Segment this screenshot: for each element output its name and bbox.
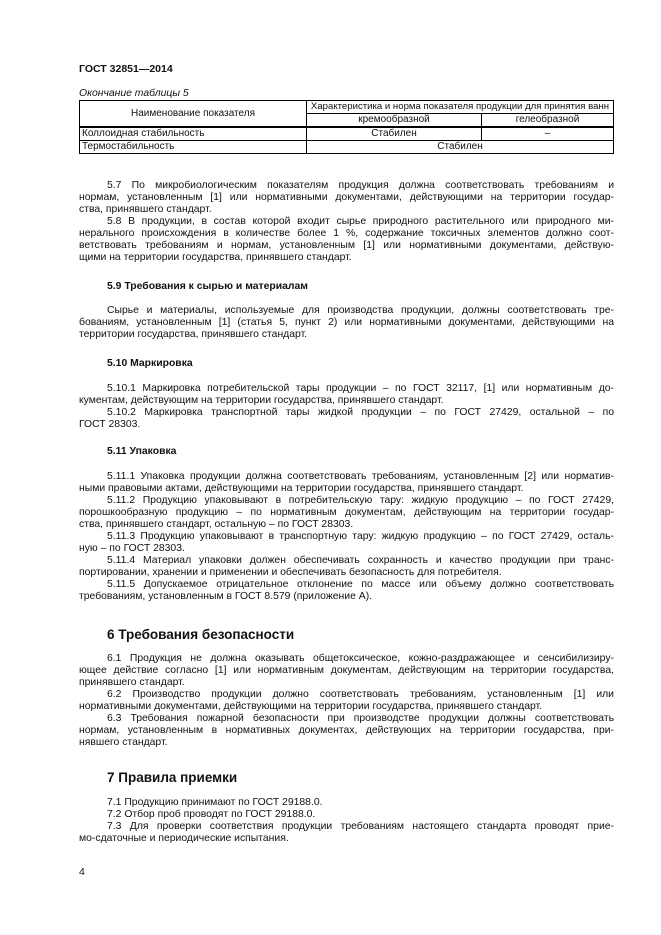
- paragraph-line: портировании, хранении и применении и обеспечивать безопасность для потребителя.: [79, 567, 502, 578]
- document-id: ГОСТ 32851—2014: [79, 63, 173, 75]
- paragraph-line: ства, принявшего стандарт, остальную – по ГОСТ 28303.: [79, 519, 354, 530]
- paragraph: [79, 495, 614, 531]
- paragraph-line: ГОСТ 28303.: [79, 419, 141, 430]
- page-number: 4: [79, 866, 85, 878]
- table-5: [79, 100, 614, 154]
- paragraph: [79, 821, 614, 845]
- row-value: Стабилен: [307, 141, 614, 154]
- paragraph: [79, 471, 614, 495]
- paragraph-line: ными правовыми актами, действующими на территории государства, принявшего стандарт.: [79, 483, 524, 494]
- paragraph: [79, 180, 614, 216]
- header-indicator-name: Наименование показателя: [80, 101, 307, 128]
- paragraph-line: 5.10.2 Маркировка транспортной тары жидкой продукции – по ГОСТ 27429, остальной – по: [107, 407, 614, 418]
- paragraph: [79, 713, 614, 749]
- section-heading: 6 Требования безопасности: [107, 627, 295, 642]
- paragraph-line: 5.7 По микробиологическим показателям продукция должна соответствовать требованиям и: [107, 180, 614, 191]
- paragraph-line: 6.2 Производство продукции должно соответствовать требованиям, установленным [1] или: [107, 689, 614, 700]
- paragraph-line: нявшего стандарт.: [79, 737, 168, 748]
- paragraph-line: принявшего стандарт.: [79, 677, 185, 688]
- paragraph-line: 5.11.4 Материал упаковки должен обеспечивать сохранность и качество продукции при транс-: [107, 555, 614, 566]
- paragraph-line: 7.3 Для проверки соответствия продукции требованиям настоящего стандарта проводят прие-: [107, 821, 614, 832]
- paragraph-line: ную – по ГОСТ 28303.: [79, 543, 185, 554]
- paragraph-line: ющее действие согласно [1] или нормативным документам, действующим на территории государства,: [79, 665, 614, 676]
- paragraph-line: 5.10.1 Маркировка потребительской тары продукции – по ГОСТ 32117, [1] или нормативным до-: [107, 383, 614, 394]
- paragraph-line: 5.11.2 Продукцию упаковывают в потребительскую тару: жидкую продукцию – по ГОСТ 27429,: [107, 495, 614, 506]
- paragraph: [79, 555, 614, 579]
- paragraph: [79, 216, 614, 264]
- paragraph-line: бованиям, установленным [1] (статья 5, пункт 2) или нормативными документами, действующими на: [79, 317, 614, 328]
- paragraph-line: требованиям, установленным в ГОСТ 8.579 (приложение А).: [79, 591, 373, 602]
- paragraph: [79, 689, 614, 713]
- paragraph-line: нормам, установленным в нормативных документах, действующих на территории государства, при-: [79, 725, 614, 736]
- paragraph-line: порошкообразную продукцию – по нормативным документам, действующим на территории государ-: [79, 507, 614, 518]
- row-name: Термостабильность: [80, 141, 307, 154]
- paragraph: [79, 407, 614, 431]
- section-heading: 7 Правила приемки: [107, 770, 238, 785]
- paragraph-line: 6.1 Продукция не должна оказывать общетоксическое, кожно-раздражающее и сенсибилизиру-: [107, 653, 614, 664]
- paragraph: [79, 653, 614, 689]
- paragraph-line: 7.2 Отбор проб проводят по ГОСТ 29188.0.: [107, 809, 316, 820]
- paragraph: [79, 305, 614, 341]
- row-value: –: [482, 127, 614, 141]
- paragraph-line: 5.11.1 Упаковка продукции должна соответствовать требованиям, установленным [2] или норматив-: [107, 471, 614, 482]
- table-row: [80, 127, 614, 141]
- paragraph-line: кументам, действующим на территории государства, принявшего стандарт.: [79, 395, 444, 406]
- subsection-heading: 5.10 Маркировка: [107, 358, 193, 369]
- subsection-heading: 5.9 Требования к сырью и материалам: [107, 281, 308, 292]
- paragraph-line: 7.1 Продукцию принимают по ГОСТ 29188.0.: [107, 797, 323, 808]
- paragraph-line: 5.11.5 Допускаемое отрицательное отклонение по массе или объему должно соответствовать: [107, 579, 614, 590]
- paragraph: [79, 809, 614, 821]
- paragraph-line: нерального происхождения в количестве более 1 %, содержание токсичных элементов должно соот-: [79, 228, 614, 239]
- header-gel: гелеобразной: [482, 114, 614, 128]
- paragraph-line: 6.3 Требования пожарной безопасности при производстве продукции должны соответствовать: [107, 713, 614, 724]
- paragraph-line: 5.11.3 Продукцию упаковывают в транспортную тару: жидкую продукцию – по ГОСТ 27429, осталь-: [107, 531, 614, 542]
- table-row: [80, 141, 614, 154]
- paragraph-line: территории государства, принявшего стандарт.: [79, 329, 308, 340]
- paragraph-line: щими на территории государства, принявшего стандарт.: [79, 252, 352, 263]
- paragraph: [79, 797, 614, 809]
- paragraph-line: нормативными документами, действующими на территории государства, принявшего стандарт.: [79, 701, 543, 712]
- paragraph: [79, 531, 614, 555]
- paragraph-line: нормам, установленным [1] или нормативными документами, действующими на территории государ-: [79, 192, 614, 203]
- paragraph-line: ветствовать требованиям и нормам, установленным [1] или нормативными документами, действую-: [79, 240, 614, 251]
- paragraph-line: ства, принявшего стандарт.: [79, 204, 212, 215]
- subsection-heading: 5.11 Упаковка: [107, 446, 177, 457]
- row-value: Стабилен: [307, 127, 482, 141]
- header-cream: кремообразной: [307, 114, 482, 128]
- header-characteristic: Характеристика и норма показателя продукции для принятия ванн: [307, 101, 614, 114]
- paragraph-line: мо-сдаточные и периодические испытания.: [79, 833, 289, 844]
- paragraph: [79, 579, 614, 603]
- paragraph: [79, 383, 614, 407]
- table-caption: Окончание таблицы 5: [79, 88, 189, 99]
- row-name: Коллоидная стабильность: [80, 127, 307, 141]
- paragraph-line: 5.8 В продукции, в состав которой входит сырье природного растительного или природного ми-: [107, 216, 614, 227]
- paragraph-line: Сырье и материалы, используемые для производства продукции, должны соответствовать тре-: [107, 305, 614, 316]
